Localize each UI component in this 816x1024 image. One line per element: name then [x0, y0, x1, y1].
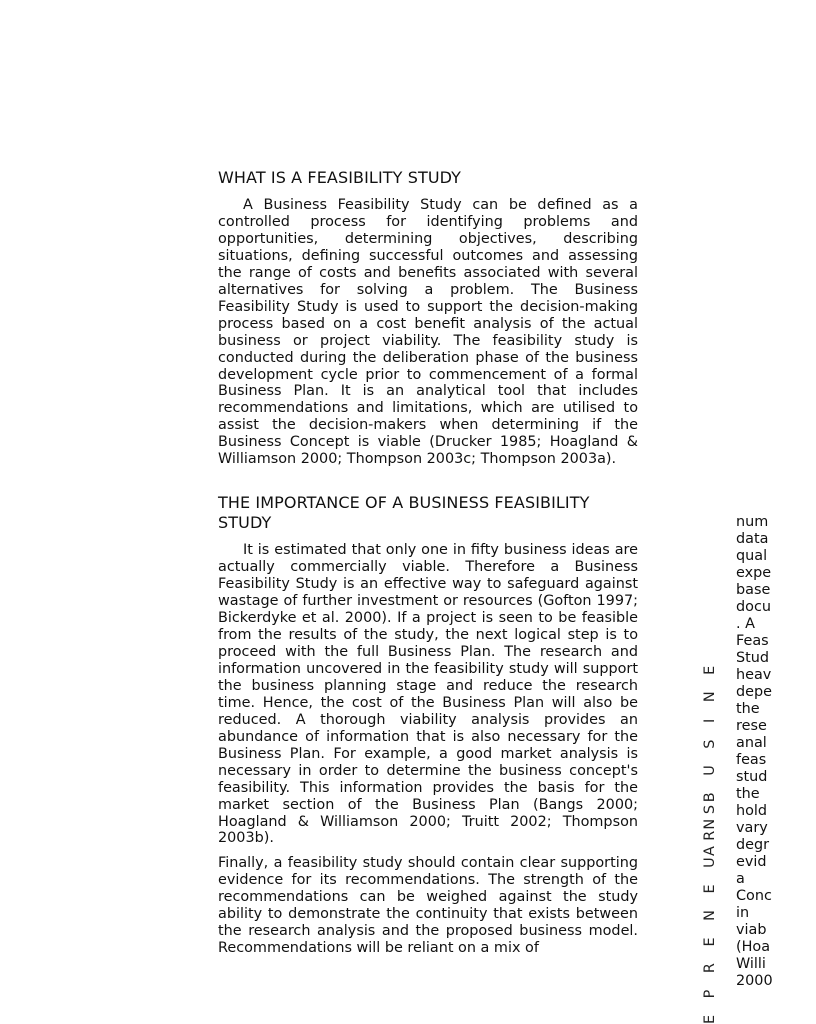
- paragraph-importance: It is estimated that only one in fifty business ideas are actually commercially viable. Therefore a Business Feasibility Study is an effective way to safeguard against wastage of further investment or resources (Gofton 1997; Bickerdyke et al. 2000). If a project is seen to be feasible from the results of the study, the next logical step is to proceed with the full Business Plan. The research and information uncovered in the feasibility study will support the business planning stage and reduce the research time. Hence, the cost of the Business Plan will also be reduced. A thorough viability analysis provides an abundance of information that is also necessary for the Business Plan. For example, a good market analysis is necessary in order to determine the business concept's feasibility. This information provides the basis for the market section of the Business Plan (Bangs 2000; Hoagland & Williamson 2000; Truitt 2002; Thompson 2003b).: [218, 542, 638, 847]
- right-column-line: feas: [736, 752, 767, 768]
- right-column-line: num: [736, 514, 769, 530]
- right-column-line: Willi: [736, 956, 766, 972]
- right-column-line: rese: [736, 718, 767, 734]
- vertical-running-text-lower: E P R E N E U R S: [702, 799, 718, 1024]
- right-column-line: depe: [736, 684, 772, 700]
- right-column-line: degr: [736, 837, 770, 853]
- right-column-line: the: [736, 786, 760, 802]
- right-column-line: docu: [736, 599, 771, 615]
- right-column-line: a: [736, 871, 745, 887]
- right-column-line: vary: [736, 820, 768, 836]
- right-column-line: anal: [736, 735, 767, 751]
- section-importance: [218, 493, 638, 957]
- paragraph-definition: A Business Feasibility Study can be defined as a controlled process for identifying problems and opportunities, determining objectives, describing situations, defining successful outcomes and assessing the range of costs and benefits associated with several alternatives for solving a problem. The Business Feasibility Study is used to support the decision-making process based on a cost benefit analysis of the actual business or project viability. The feasibility study is conducted during the deliberation phase of the business development cycle prior to commencement of a formal Business Plan. It is an analytical tool that includes recommendations and limitations, which are utilised to assist the decision-makers when determining if the Business Concept is viable (Drucker 1985; Hoagland & Williamson 2000; Thompson 2003c; Thompson 2003a).: [218, 197, 638, 468]
- right-column-line: data: [736, 531, 769, 547]
- right-column-line: evid: [736, 854, 767, 870]
- right-column-line: Conc: [736, 888, 772, 904]
- vertical-running-text-upper: A N B U S I N E: [702, 659, 718, 856]
- right-column-line: . A: [736, 616, 755, 632]
- paragraph-finally: Finally, a feasibility study should contain clear supporting evidence for its recommendations. The strength of the recommendations can be weighed against the study ability to demonstrate the continuity that exists between the research analysis and the proposed business model. Recommendations will be reliant on a mix of: [218, 855, 638, 957]
- right-column-line: heav: [736, 667, 772, 683]
- right-column-line: qual: [736, 548, 768, 564]
- right-column-line: in: [736, 905, 750, 921]
- section-heading-feasibility-study: WHAT IS A FEASIBILITY STUDY: [218, 168, 462, 187]
- main-column: [218, 168, 638, 957]
- section-heading-importance: THE IMPORTANCE OF A BUSINESS FEASIBILITY STUDY: [218, 493, 590, 533]
- right-column-line: hold: [736, 803, 768, 819]
- right-column-line: base: [736, 582, 771, 598]
- right-column-line: Stud: [736, 650, 770, 666]
- right-column-fragment: [736, 514, 816, 990]
- right-column-line: Feas: [736, 633, 769, 649]
- right-column-line: (Hoa: [736, 939, 771, 955]
- right-column-line: 2000: [736, 973, 773, 989]
- right-column-line: the: [736, 701, 760, 717]
- right-column-line: expe: [736, 565, 772, 581]
- right-column-line: stud: [736, 769, 768, 785]
- right-column-line: viab: [736, 922, 767, 938]
